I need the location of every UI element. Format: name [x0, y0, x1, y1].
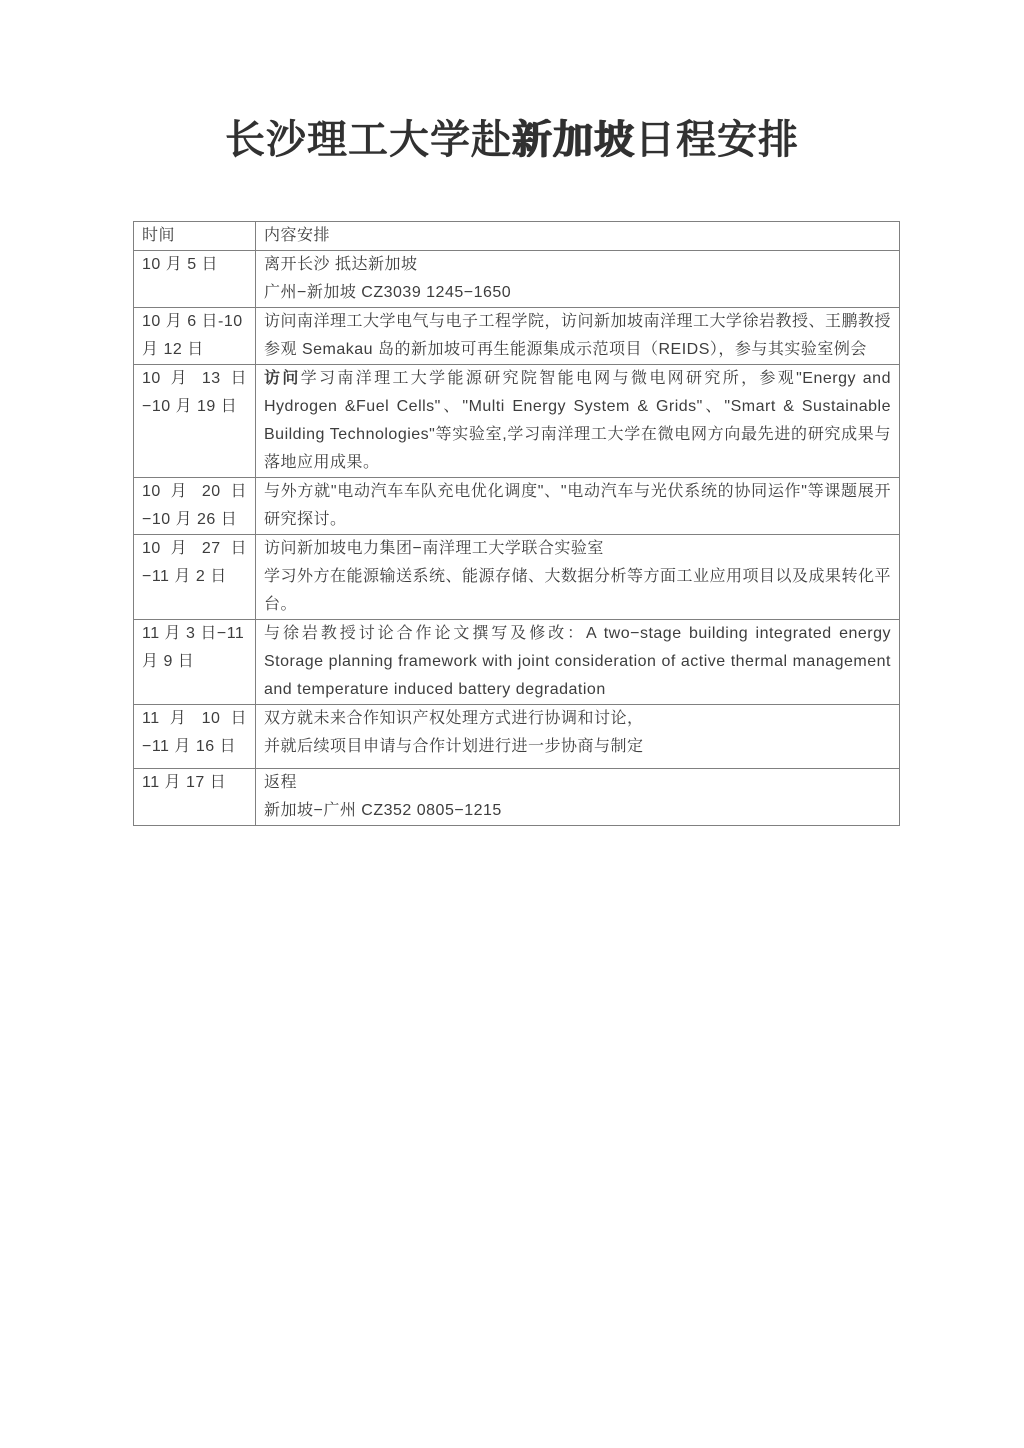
paragraph — [264, 478, 891, 534]
date-line: 10 月 5 日 — [142, 256, 219, 273]
text-segment: 访问新加坡电力集团−南洋理工大学联合实验室 — [264, 540, 604, 557]
content-cell — [256, 365, 900, 478]
text-segment: 访问南洋理工大学电气与电子工程学院，访问新加坡南洋理工大学徐岩教授、王鹏教授 — [264, 313, 892, 330]
date-cell — [134, 365, 256, 478]
date-cell — [134, 769, 256, 826]
date-cell — [134, 620, 256, 705]
table-header-row — [134, 222, 900, 251]
text-segment: 离开长沙 抵达新加坡 — [264, 256, 418, 273]
paragraph — [264, 365, 891, 477]
text-segment: 双方就未来合作知识产权处理方式进行协调和讨论， — [264, 710, 644, 727]
text-segment: 新加坡−广州 CZ352 0805−1215 — [264, 802, 502, 819]
date-line: −10 月 26 日 — [142, 511, 238, 528]
date-line: 10 月 27 日 — [142, 540, 247, 557]
paragraph — [264, 336, 891, 364]
date-line: 月 9 日 — [142, 653, 195, 670]
bold-text-segment: 访问 — [264, 370, 301, 387]
date-line: 11 月 10 日 — [142, 710, 247, 727]
date-cell — [134, 478, 256, 535]
page-title — [0, 0, 1024, 164]
table-row — [134, 705, 900, 769]
content-cell — [256, 308, 900, 365]
date-cell — [134, 535, 256, 620]
date-line: −10 月 19 日 — [142, 398, 238, 415]
paragraph — [264, 705, 891, 733]
header-time: 时间 — [134, 222, 256, 251]
table-row — [134, 251, 900, 308]
table-row — [134, 308, 900, 365]
text-segment: 学习外方在能源输送系统、能源存储、大数据分析等方面工业应用项目以及成果转化平台。 — [264, 568, 892, 613]
content-cell — [256, 620, 900, 705]
date-line: 10 月 20 日 — [142, 483, 247, 500]
paragraph — [264, 308, 891, 336]
date-cell — [134, 705, 256, 769]
text-segment: 返程 — [264, 774, 298, 791]
paragraph — [264, 563, 891, 619]
table-row — [134, 769, 900, 826]
paragraph — [264, 251, 891, 279]
date-cell — [134, 251, 256, 308]
date-cell — [134, 308, 256, 365]
table-row — [134, 620, 900, 705]
page-title-part1: 长沙理工大学赴 — [225, 118, 512, 162]
date-line: 10 月 6 日-10 — [142, 313, 243, 330]
paragraph — [264, 733, 891, 761]
table-row — [134, 365, 900, 478]
paragraph — [264, 620, 891, 704]
text-segment: 并就后续项目申请与合作计划进行进一步协商与制定 — [264, 738, 644, 755]
date-line: 11 月 3 日−11 — [142, 625, 245, 642]
table-row — [134, 478, 900, 535]
content-cell — [256, 769, 900, 826]
date-line: −11 月 2 日 — [142, 568, 227, 585]
date-line: 月 12 日 — [142, 341, 204, 358]
page-title-part3: 日程安排 — [635, 118, 799, 162]
page-title-part2: 新加坡 — [512, 118, 635, 162]
paragraph — [264, 797, 891, 825]
header-content: 内容安排 — [256, 222, 900, 251]
content-cell — [256, 535, 900, 620]
content-cell — [256, 705, 900, 769]
date-line: 11 月 17 日 — [142, 774, 227, 791]
table-row — [134, 535, 900, 620]
paragraph — [264, 535, 891, 563]
paragraph — [264, 279, 891, 307]
schedule-table — [133, 221, 900, 826]
date-line: −11 月 16 日 — [142, 738, 237, 755]
content-cell — [256, 478, 900, 535]
date-line: 10 月 13 日 — [142, 370, 247, 387]
content-cell — [256, 251, 900, 308]
paragraph — [264, 769, 891, 797]
text-segment: 广州−新加坡 CZ3039 1245−1650 — [264, 284, 512, 301]
text-segment: 与外方就"电动汽车车队充电优化调度"、"电动汽车与光伏系统的协同运作"等课题展开研究探讨。 — [264, 483, 891, 528]
text-segment: 与徐岩教授讨论合作论文撰写及修改：A two−stage building integrated energy Storage planning framework with joint consideration of active thermal management and temperature induced battery degradation — [264, 625, 891, 698]
text-segment: 参观 Semakau 岛的新加坡可再生能源集成示范项目（REIDS），参与其实验室例会 — [264, 341, 867, 358]
text-segment: 学习南洋理工大学能源研究院智能电网与微电网研究所，参观"Energy and Hydrogen &Fuel Cells"、"Multi Energy System & Grids"、"Smart & Sustainable Building Technologies"等实验室,学习南洋理工大学在微电网方向最先进的研究成果与落地应用成果。 — [264, 370, 891, 471]
